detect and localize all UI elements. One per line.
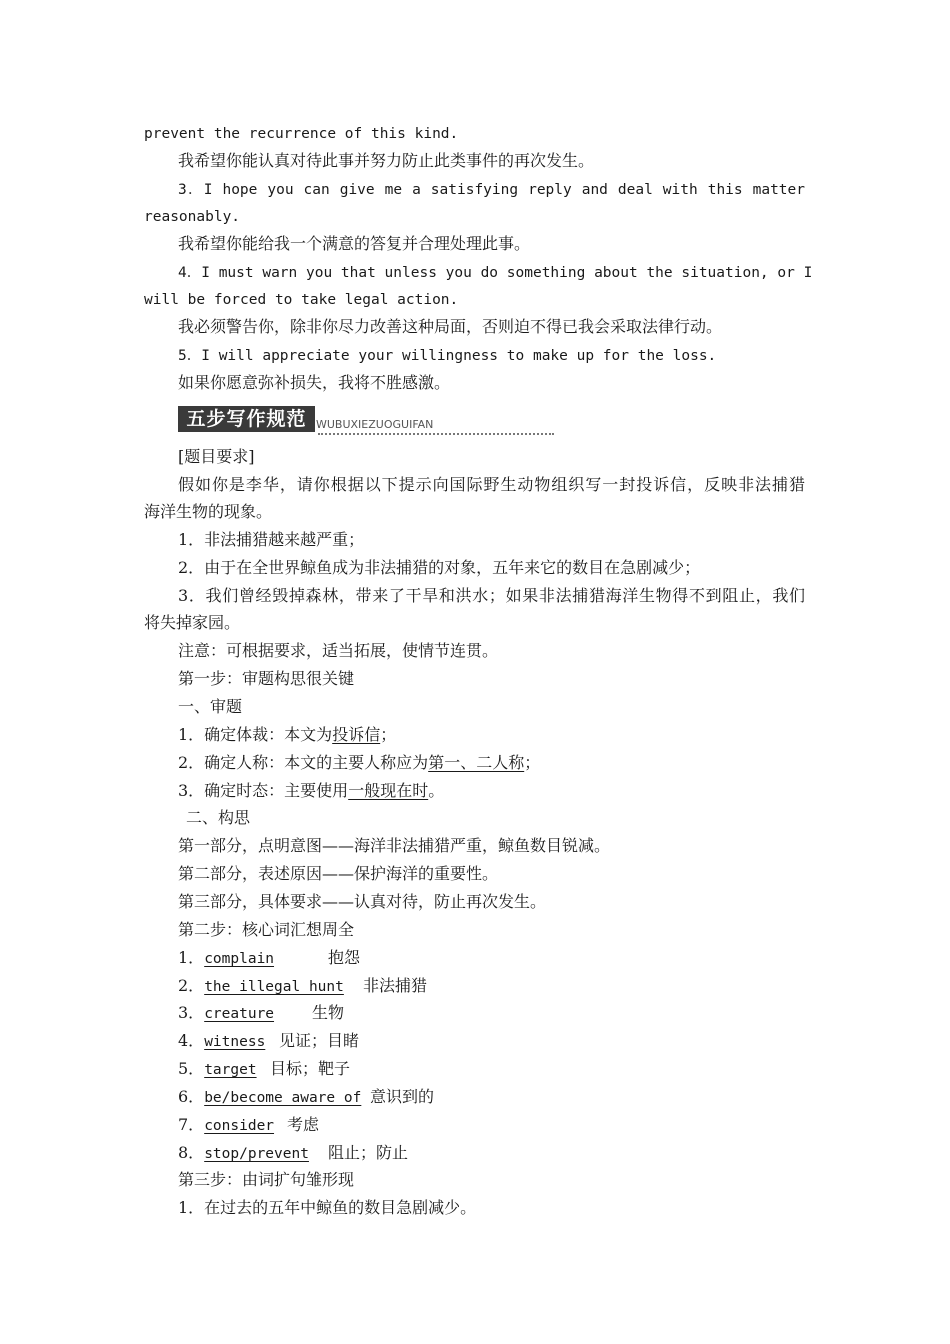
analysis-item bbox=[178, 725, 396, 745]
vocab-english: target bbox=[204, 1062, 257, 1078]
item-text: 2．确定人称：本文的主要人称应为 bbox=[178, 753, 429, 772]
vocab-english: be/become aware of bbox=[204, 1090, 362, 1106]
vocab-english: complain bbox=[204, 951, 275, 967]
vocab-number: 7． bbox=[178, 1115, 205, 1134]
vocab-item bbox=[178, 1115, 320, 1136]
vocab-number: 4． bbox=[178, 1031, 205, 1050]
item-text: ； bbox=[380, 725, 397, 744]
answer-blank: 第一、二人称 bbox=[428, 753, 525, 772]
translation-line: 如果你愿意弥补损失，我将不胜感激。 bbox=[178, 373, 451, 392]
task-point: 2．由于在全世界鲸鱼成为非法捕猎的对象，五年来它的数目在急剧减少； bbox=[178, 558, 701, 577]
vocab-item bbox=[178, 976, 428, 997]
step-title: 第三步：由词扩句雏形现 bbox=[178, 1170, 355, 1189]
vocab-item bbox=[178, 1143, 409, 1164]
section-heading: 二、构思 bbox=[186, 808, 251, 827]
sentence-line: will be forced to take legal action. bbox=[144, 292, 459, 308]
task-point: 将失掉家园。 bbox=[144, 613, 241, 632]
vocab-item bbox=[178, 948, 361, 969]
step-title: 第二步：核心词汇想周全 bbox=[178, 920, 355, 939]
task-point: 3．我们曾经毁掉森林，带来了干旱和洪水；如果非法捕猎海洋生物得不到阻止，我们 bbox=[178, 586, 805, 605]
outline-part: 第三部分，具体要求——认真对待，防止再次发生。 bbox=[178, 892, 547, 911]
vocab-chinese: 考虑 bbox=[287, 1115, 320, 1134]
task-point: 1．非法捕猎越来越严重； bbox=[178, 530, 365, 549]
vocab-chinese: 意识到的 bbox=[370, 1087, 435, 1106]
vocab-chinese: 抱怨 bbox=[328, 948, 361, 967]
vocab-number: 2． bbox=[178, 976, 205, 995]
analysis-item bbox=[178, 753, 540, 773]
vocab-number: 3． bbox=[178, 1003, 205, 1022]
vocab-english: stop/prevent bbox=[204, 1146, 309, 1162]
vocab-chinese: 非法捕猎 bbox=[363, 976, 428, 995]
item-text: 。 bbox=[428, 781, 445, 800]
item-text: ； bbox=[524, 753, 541, 772]
item-text: 1．确定体裁：本文为 bbox=[178, 725, 333, 744]
answer-blank: 投诉信 bbox=[332, 725, 381, 744]
expansion-sentence: 1．在过去的五年中鲸鱼的数目急剧减少。 bbox=[178, 1198, 477, 1217]
vocab-english: creature bbox=[204, 1006, 275, 1022]
sentence-line: 3．I hope you can give me a satisfying reply and deal with this matter bbox=[178, 182, 805, 198]
vocab-number: 8． bbox=[178, 1143, 205, 1162]
item-text: 3．确定时态：主要使用 bbox=[178, 781, 349, 800]
vocab-chinese: 目标；靶子 bbox=[270, 1059, 351, 1078]
banner-dotted-rule bbox=[318, 433, 554, 435]
vocab-item bbox=[178, 1003, 345, 1024]
vocab-english: the illegal hunt bbox=[204, 979, 344, 995]
task-note: 注意：可根据要求，适当拓展，使情节连贯。 bbox=[178, 641, 499, 660]
analysis-item bbox=[178, 781, 444, 801]
sentence-line: prevent the recurrence of this kind. bbox=[144, 126, 459, 142]
vocab-item bbox=[178, 1087, 435, 1108]
task-heading: [题目要求] bbox=[178, 447, 255, 466]
vocab-number: 6． bbox=[178, 1087, 205, 1106]
answer-blank: 一般现在时 bbox=[348, 781, 429, 800]
translation-line: 我希望你能给我一个满意的答复并合理处理此事。 bbox=[178, 234, 531, 253]
task-intro: 假如你是李华，请你根据以下提示向国际野生动物组织写一封投诉信，反映非法捕猎 bbox=[178, 475, 805, 494]
sentence-line: 5．I will appreciate your willingness to make up for the loss. bbox=[178, 348, 717, 364]
section-banner-subtitle: WUBUXIEZUOGUIFAN bbox=[316, 418, 434, 431]
step-title: 第一步：审题构思很关键 bbox=[178, 669, 355, 688]
section-heading: 一、审题 bbox=[178, 697, 243, 716]
vocab-chinese: 阻止；防止 bbox=[328, 1143, 409, 1162]
vocab-chinese: 生物 bbox=[312, 1003, 345, 1022]
vocab-item bbox=[178, 1059, 351, 1080]
outline-part: 第二部分，表述原因——保护海洋的重要性。 bbox=[178, 864, 499, 883]
sentence-line: reasonably. bbox=[144, 209, 241, 225]
outline-part: 第一部分，点明意图——海洋非法捕猎严重，鲸鱼数目锐减。 bbox=[178, 836, 611, 855]
vocab-number: 5． bbox=[178, 1059, 205, 1078]
translation-line: 我必须警告你，除非你尽力改善这种局面，否则迫不得已我会采取法律行动。 bbox=[178, 317, 723, 336]
vocab-english: witness bbox=[204, 1034, 266, 1050]
task-intro: 海洋生物的现象。 bbox=[144, 502, 273, 521]
vocab-english: consider bbox=[204, 1118, 275, 1134]
translation-line: 我希望你能认真对待此事并努力防止此类事件的再次发生。 bbox=[178, 151, 595, 170]
vocab-item bbox=[178, 1031, 360, 1052]
vocab-chinese: 见证；目睹 bbox=[279, 1031, 360, 1050]
vocab-number: 1． bbox=[178, 948, 205, 967]
sentence-line: 4．I must warn you that unless you do something about the situation, or I bbox=[178, 265, 813, 281]
section-banner-title: 五步写作规范 bbox=[178, 406, 315, 432]
